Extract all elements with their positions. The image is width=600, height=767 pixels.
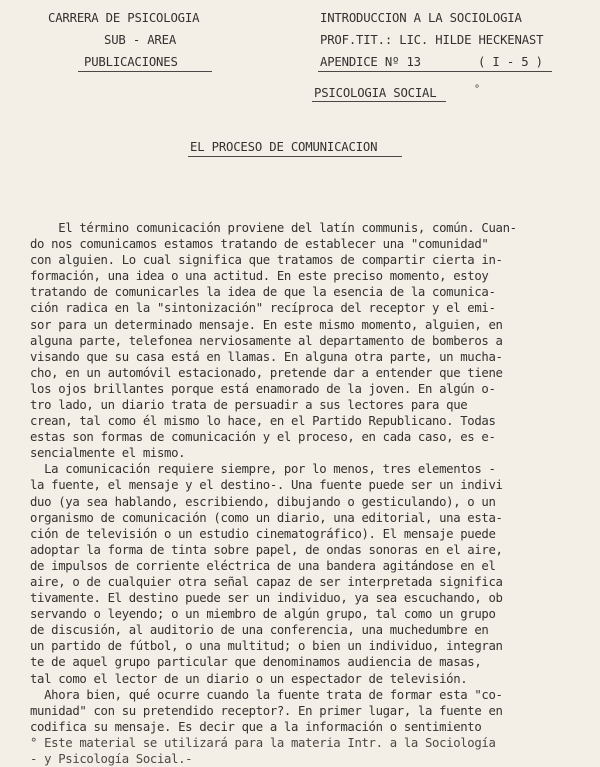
body-line: do nos comunicamos estamos tratando de establecer una "comunidad"	[30, 237, 489, 252]
body-line: tro lado, un diario trata de persuadir a sus lectores para que	[30, 398, 468, 412]
header-right-underline	[318, 71, 552, 72]
body-line: organismo de comunicación (como un diario, una editorial, una esta-	[30, 510, 503, 525]
body-line: munidad" con su pretendido receptor?. En primer lugar, la fuente en	[30, 703, 503, 718]
body-line: visando que su casa está en llamas. En alguna otra parte, un mucha-	[30, 349, 503, 364]
body-line: crean, tal como él mismo lo hace, en el Partido Republicano. Todas	[30, 414, 496, 429]
body-line: sor para un determinado mensaje. En este mismo momento, alguien, en	[30, 317, 503, 332]
header-left-line-3: PUBLICACIONES	[84, 55, 178, 69]
section-footnote-mark: °	[474, 84, 481, 95]
body-line: El término comunicación proviene del latín communis, común. Cuan-	[30, 221, 517, 235]
body-line: la fuente, el mensaje y el destino-. Una fuente puede ser un indivi	[30, 478, 503, 493]
body-line: aire, o de cualquier otra señal capaz de ser interpretada significa	[30, 575, 503, 589]
body-line: ción radica en la "sintonización" recíproca del receptor y el emi-	[30, 301, 496, 316]
body-line: los ojos brillantes porque está enamorado de la joven. En algún o-	[30, 381, 496, 396]
footnote-line: - y Psicología Social.-	[30, 752, 193, 766]
body-line: un partido de fútbol, o una multitud; o bien un individuo, integran	[30, 639, 503, 654]
header-right-line-2: PROF.TIT.: LIC. HILDE HECKENAST	[320, 33, 544, 47]
header-right-line-1: INTRODUCCION A LA SOCIOLOGIA	[320, 11, 522, 25]
section-label: PSICOLOGIA SOCIAL	[314, 86, 437, 100]
body-line: tal como el lector de un diario o un espectador de televisión.	[30, 671, 468, 686]
body-line: tratando de comunicarles la idea de que la esencia de la comunica-	[30, 285, 496, 300]
header-right-line-3: APENDICE Nº 13	[320, 55, 421, 69]
body-line: estas son formas de comunicación y el proceso, en cada caso, es e-	[30, 430, 496, 445]
document-title: EL PROCESO DE COMUNICACION	[190, 140, 378, 154]
body-line: adoptar la forma de tinta sobre papel, de ondas sonoras en el aire,	[30, 542, 503, 557]
body-line: tivamente. El destino puede ser un individuo, ya sea escuchando, ob	[30, 591, 503, 606]
header-right-line-3-range: ( I - 5 )	[478, 55, 543, 69]
body-line: de discusión, al auditorio de una conferencia, una muchedumbre en	[30, 623, 489, 638]
body-line: codifica su mensaje. Es decir que a la información o sentimiento	[30, 719, 482, 734]
body-line: formación, una idea o una actitud. En este preciso momento, estoy	[30, 269, 489, 284]
body-line: La comunicación requiere siempre, por lo menos, tres elementos -	[30, 462, 496, 477]
header-left-line-1: CARRERA DE PSICOLOGIA	[48, 11, 200, 25]
body-line: te de aquel grupo particular que denominamos audiencia de masas,	[30, 655, 482, 670]
body-line: con alguien. Lo cual significa que tratamos de compartir cierta in-	[30, 253, 503, 268]
body-line: ción de televisión o un estudio cinematográfico). El mensaje puede	[30, 526, 496, 541]
body-line: servando o leyendo; o un miembro de algún grupo, tal como un grupo	[30, 607, 496, 622]
body-line: Ahora bien, qué ocurre cuando la fuente trata de formar esta "co-	[30, 687, 503, 702]
body-line: cho, en un automóvil estacionado, pretende dar a entender que tiene	[30, 365, 503, 380]
body-line: sencialmente el mismo.	[30, 446, 186, 461]
header-left-line-2: SUB - AREA	[104, 33, 177, 47]
body-line: duo (ya sea hablando, escribiendo, dibujando o gesticulando), o un	[30, 494, 496, 509]
footnote-line: ° Este material se utilizará para la materia Intr. a la Sociología	[30, 735, 496, 750]
body-line: de impulsos de corriente eléctrica de una bandera agitándose en el	[30, 558, 496, 573]
section-underline	[312, 101, 446, 102]
header-left-underline	[78, 71, 212, 72]
body-line: alguna parte, telefonea nerviosamente al departamento de bomberos a	[30, 333, 503, 348]
title-underline	[188, 156, 402, 157]
